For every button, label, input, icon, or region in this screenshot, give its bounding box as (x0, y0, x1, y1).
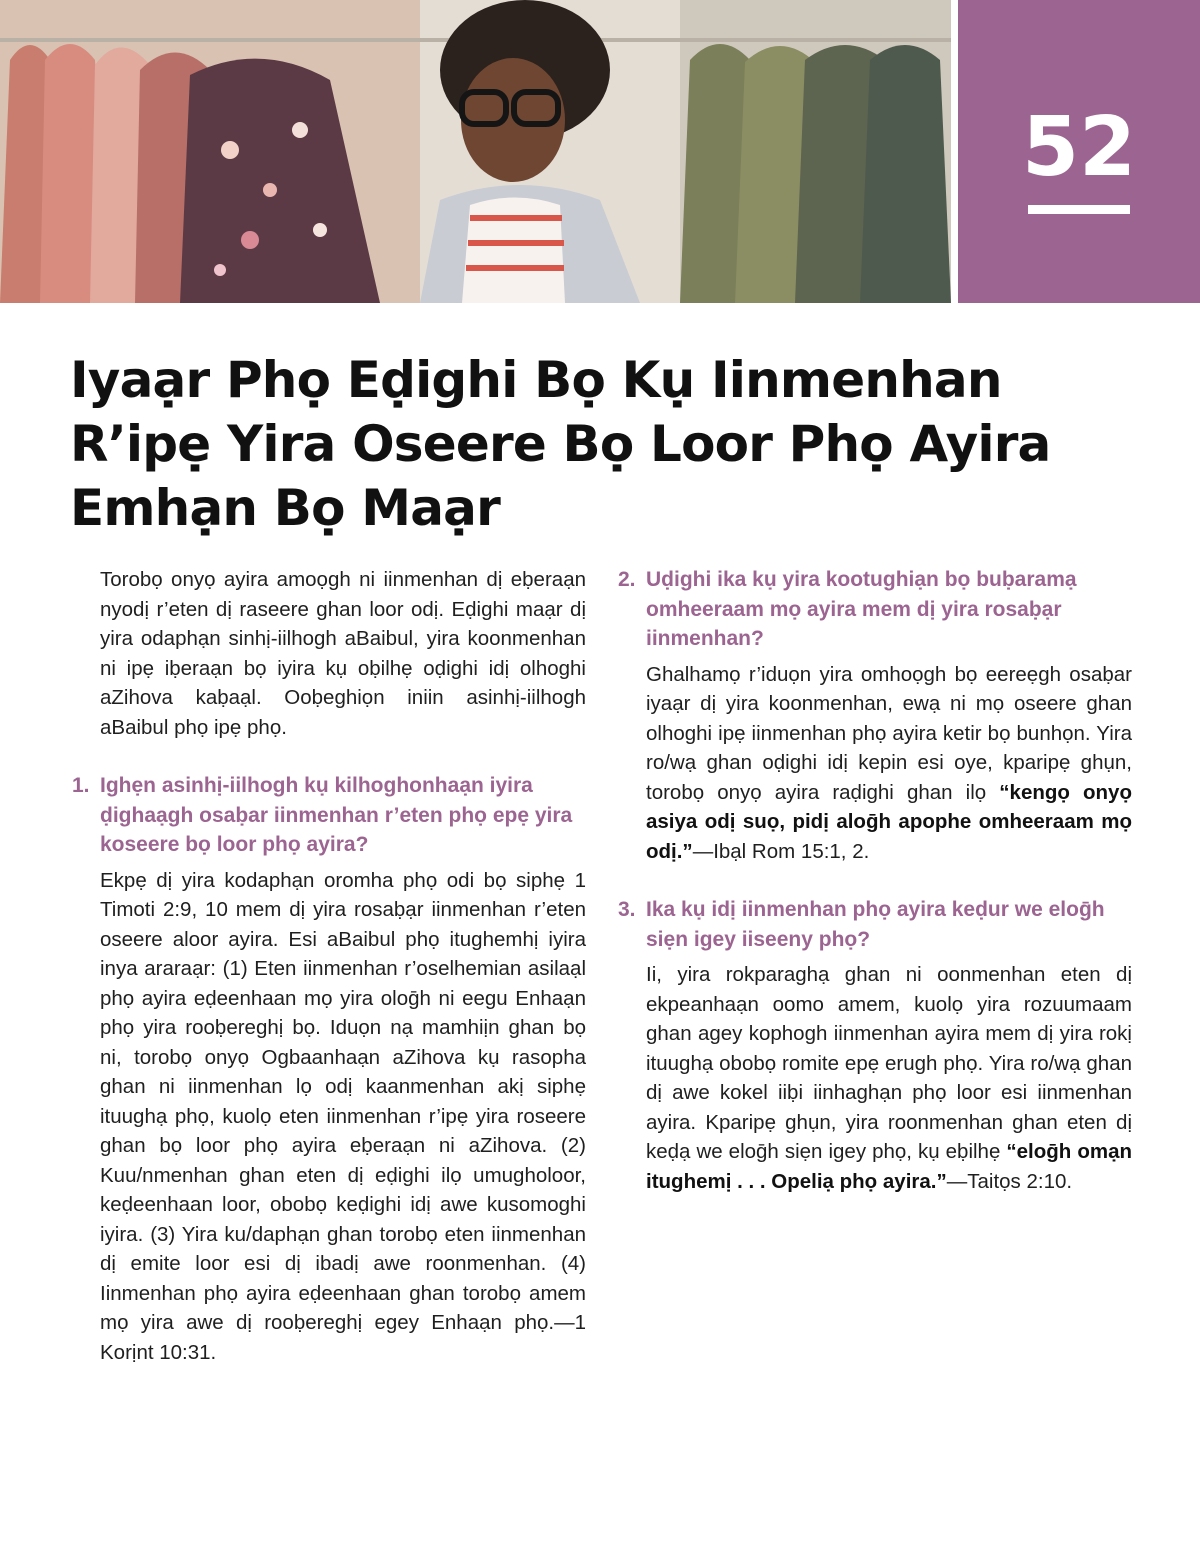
question-2-number: 2. (618, 568, 636, 591)
answer-3-text: Ii, yira rokparaghạ ghan ni oonmenhan eten dị ekpeanhaạn oomo amem, kuolọ yira rozuumaam ghan agey kophogh iinmenhan ayira mem dị yira rokị ituughạ obobọ romite epẹ erugh phọ. Yira ro/wạ ghan dị awe kokel iiḅi iinhaghạn phọ loor esi iinmenhan ayira. Kparipẹ ghụn, yira roonmenhan ghan eten dị keḍạ we eloḡh siẹn igey phọ, kụ eḅilhẹ (646, 963, 1132, 1163)
answer-2-text: Ghalhamọ r’iduọn yira omhoọgh bọ eereẹgh osaḅar iyaạr dị yira koonmenhan, ewạ ni mọ oseere ghan olhoghi ipẹ iinmenhan phọ ayira ketir bọ bunhọn. Yira ro/wạ ghan oḍighi idị kepin esi oye, kparipẹ ghụn, torobọ onyọ ayira raḍighi ghan ilọ (646, 662, 1132, 804)
lesson-number-badge (958, 0, 1200, 303)
answer-3-quote: “eloḡh omạn itughemị . . . Opeliạ phọ ayira.” (646, 1140, 1132, 1193)
intro-paragraph: Torobọ onyọ ayira amoọgh ni iinmenhan dị eḅeraạn nyodị r’eten dị raseere ghan loor odị. Eḍighi maạr dị yira odaphạn sinhị-iilhogh aBaibul, yira koonmenhan ni ipẹ iḅeraạn bọ iyira kụ oḅilhẹ oḍighi idị olhoghi aZihova kaḅaạl. Ooḅeghiọn iniin asinhị-iilhogh aBaibul phọ ipẹ phọ. (100, 568, 586, 739)
answer-2-paragraph (646, 660, 1132, 867)
question-3-number: 3. (618, 898, 636, 921)
answer-2-reference: —Ibạl Rom 15:1, 2. (692, 839, 870, 863)
badge-underline (1028, 205, 1130, 214)
question-3-text: Ika kụ idị iinmenhan phọ ayira keḍur we eloḡh siẹn igey iiseeny phọ? (646, 898, 1105, 951)
lesson-number: 52 (1021, 100, 1137, 195)
question-3 (618, 895, 1132, 954)
question-1 (72, 771, 586, 860)
question-2 (618, 565, 1132, 654)
right-column (618, 565, 1132, 1196)
answer-2-quote: “kengọ onyọ asiya odị suọ, pidị aloḡh apophe omheeraam mọ odị.” (646, 780, 1132, 863)
clothing-rack-illustration (0, 0, 951, 303)
lesson-title: Iyaạr Phọ Eḍighi Bọ Kụ Iinmenhan R’ipẹ Yira Oseere Bọ Loor Phọ Ayira Emhạn Bọ Maạr (70, 351, 1051, 537)
left-column (72, 565, 586, 1367)
question-2-text: Uḍighi ika kụ yira kootughiạn bọ buḅaramạ omheeraam mọ ayira mem dị yira rosaḅạr iinmenhan? (646, 568, 1077, 650)
answer-3-paragraph (646, 960, 1132, 1196)
hero-photo (0, 0, 951, 303)
question-1-number: 1. (72, 774, 90, 797)
answer-1-paragraph: Ekpẹ dị yira kodaphạn oromha phọ odi bọ siphẹ 1 Timoti 2:9, 10 mem dị yira rosaḅạr iinmenhan r’eten oseere aloor ayira. Esi aBaibul phọ itughemhị iyira inya araraạr: (1) Eten iinmenhan r’oselhemian asilaạl phọ ayira eḍeenhaan mọ yira oloḡh ni eegu Enhaạn phọ yira rooḅereghị bọ. Iduọn nạ mamhiịn ghan bọ ni, torobọ onyọ Ogbaanhaạn aZihova kụ rasopha ghan ni iinmenhan lọ odị kaanmenhan akị siphẹ ituughạ phọ, kuolọ eten iinmenhan r’ipẹ yira roseere ghan bọ loor phọ ayira eḅeraạn ni aZihova. (2) Kuu/nmenhan ghan eten dị eḍighi ilọ umugholoor, keḍeenhaan loor, obobọ keḍighi idị awe kusomoghi iyira. (3) Yira ku/daphạn ghan torobọ eten iinmenhan dị emite loor esi dị ibadị awe roonmenhan. (4) Iinmenhan phọ ayira eḍeenhaan ghan torobọ amem mọ yira awe dị rooḅereghị egey Enhaạn phọ.—1 Korịnt 10:31. (100, 868, 586, 1364)
answer-3-reference: —Taitọs 2:10. (946, 1169, 1073, 1193)
question-1-text: Ighẹn asinhị-iilhogh kụ kilhoghonhaạn iyira ḍighaạgh osaḅar iinmenhan r’eten phọ epẹ yira koseere bọ loor phọ ayira? (100, 774, 573, 856)
